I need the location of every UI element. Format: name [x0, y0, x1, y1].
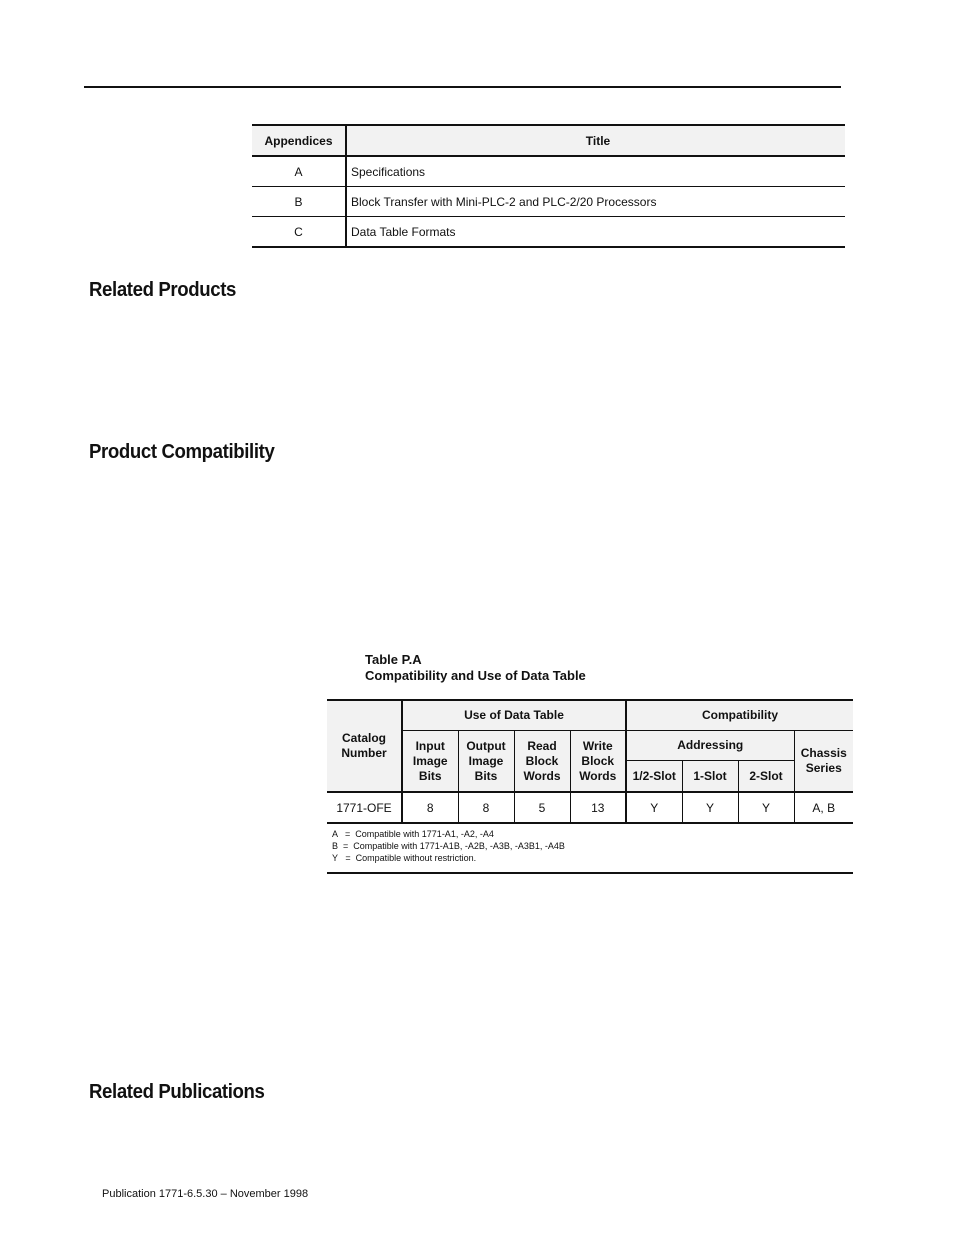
two-slot-header: 2-Slot	[738, 761, 794, 793]
write-cell: 13	[570, 792, 626, 823]
catalog-cell: 1771-OFE	[327, 792, 402, 823]
note-line: Y = Compatible without restriction.	[332, 853, 477, 863]
catalog-number-header: Catalog Number	[327, 700, 402, 792]
appendix-title: Data Table Formats	[346, 217, 845, 248]
related-publications-heading: Related Publications	[89, 1081, 265, 1103]
write-block-words-header: Write Block Words	[570, 731, 626, 793]
table-label: Table P.A	[365, 652, 422, 667]
appendix-letter: A	[252, 156, 346, 187]
output-image-bits-header: Output Image Bits	[458, 731, 514, 793]
publication-footer: Publication 1771-6.5.30 – November 1998	[102, 1188, 309, 1200]
notes-row	[327, 823, 853, 873]
compatibility-header: Compatibility	[626, 700, 853, 731]
appendix-letter: C	[252, 217, 346, 248]
table-row	[327, 792, 853, 823]
table-notes	[327, 823, 853, 873]
output-cell: 8	[458, 792, 514, 823]
appendix-title: Block Transfer with Mini-PLC-2 and PLC-2/20 Processors	[346, 187, 845, 217]
top-rule	[84, 86, 841, 88]
related-products-heading: Related Products	[89, 279, 237, 301]
read-block-words-header: Read Block Words	[514, 731, 570, 793]
appendix-title: Specifications	[346, 156, 845, 187]
table-caption	[365, 652, 586, 684]
appendices-header-row	[252, 125, 845, 156]
one-slot-header: 1-Slot	[682, 761, 738, 793]
addressing-header: Addressing	[626, 731, 794, 761]
read-cell: 5	[514, 792, 570, 823]
note-line: A = Compatible with 1771-A1, -A2, -A4	[332, 829, 494, 839]
input-image-bits-header: Input Image Bits	[402, 731, 458, 793]
appendix-letter: B	[252, 187, 346, 217]
table-row	[252, 217, 845, 248]
half-slot-cell: Y	[626, 792, 682, 823]
use-of-data-table-header: Use of Data Table	[402, 700, 626, 731]
header-row-1	[327, 700, 853, 731]
input-cell: 8	[402, 792, 458, 823]
title-column-header: Title	[346, 125, 845, 156]
compatibility-table	[327, 699, 853, 874]
header-row-2	[327, 731, 853, 761]
appendices-table	[252, 124, 845, 248]
chassis-cell: A, B	[794, 792, 853, 823]
note-line: B = Compatible with 1771-A1B, -A2B, -A3B, -A3B1, -A4B	[332, 841, 565, 851]
table-title: Compatibility and Use of Data Table	[365, 668, 586, 683]
product-compatibility-heading: Product Compatibility	[89, 441, 275, 463]
chassis-series-header: Chassis Series	[794, 731, 853, 793]
half-slot-header: 1/2-Slot	[626, 761, 682, 793]
table-row	[252, 156, 845, 187]
one-slot-cell: Y	[682, 792, 738, 823]
two-slot-cell: Y	[738, 792, 794, 823]
table-row	[252, 187, 845, 217]
appendices-column-header: Appendices	[252, 125, 346, 156]
